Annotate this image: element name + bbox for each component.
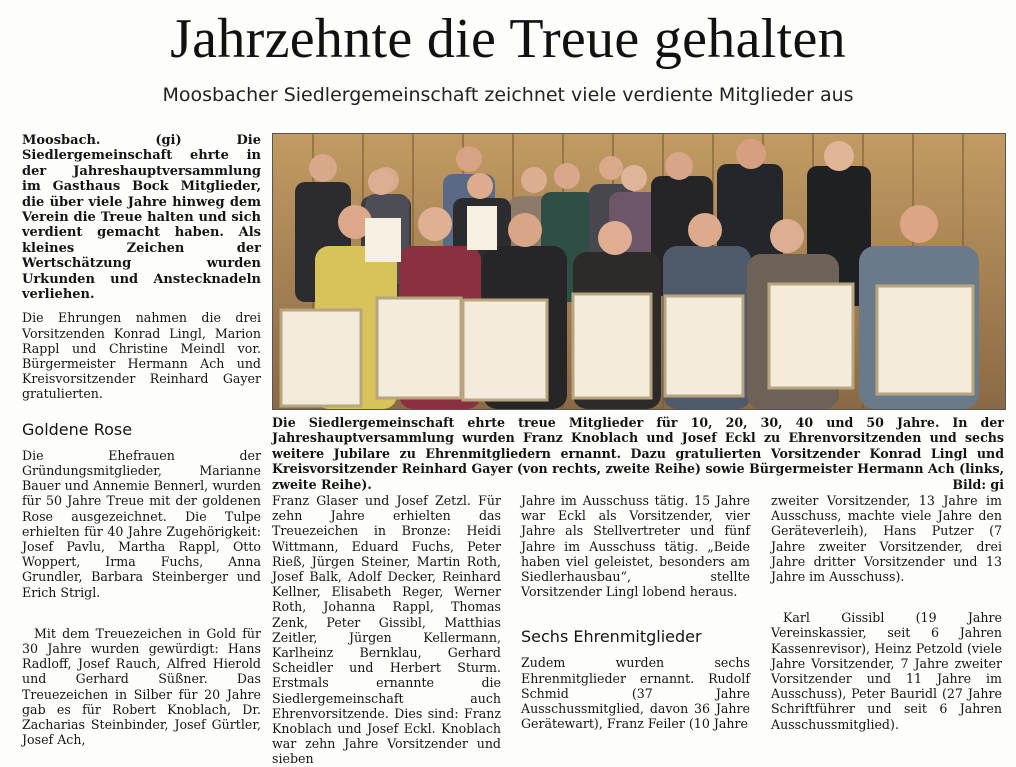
body-paragraph: Die Ehrungen nahmen die drei Vorsitzenden Konrad Lingl, Marion Rappl und Christine Meindl vor. Bürgermeister Hermann Ach und Kreisvorsitzender Reinhard Gayer gratulierten.	[22, 310, 261, 402]
photo-caption-text: Die Siedlergemeinschaft ehrte treue Mitglieder für 10, 20, 30, 40 und 50 Jahre. In der Jahreshauptversammlung wurden Franz Knoblach und Josef Eckl zu Ehrenvorsitzenden und sechs weitere Jubilare zu Ehrenmitgliedern ernannt. Dazu gratulierten Vorsitzender Konrad Lingl und Kreisvorsitzender Reinhard Gayer (von rechts, zweite Reihe) sowie Bürgermeister Hermann Ach (links, zweite Reihe).	[272, 415, 1004, 492]
body-paragraph: Jahre im Ausschuss tätig. 15 Jahre war Eckl als Vorsitzender, vier Jahre als Stellvertreter und fünf Jahre im Ausschuss tätig. „Beide haben viel geleistet, besonders am Siedlerhausbau“, stellte Vorsitzender Lingl lobend heraus.	[521, 493, 750, 600]
body-paragraph: Karl Gissibl (19 Jahre Vereinskassier, seit 6 Jahren Kassenrevisor), Heinz Petzold (viele Jahre Vorsitzender, 7 Jahre zweiter Vorsitzender und 11 Jahre im Ausschuss), Peter Bauridl (27 Jahre Schriftführer und seit 6 Jahren Ausschussmitglied).	[771, 610, 1002, 732]
article-headline: Jahrzehnte die Treue gehalten	[170, 8, 846, 70]
article-column-3	[521, 493, 750, 731]
photo-credit: Bild: gi	[952, 476, 1004, 492]
photo-caption	[272, 415, 1004, 492]
article-column-4	[771, 493, 1002, 732]
section-heading-ehrenmitglieder: Sechs Ehrenmitglieder	[521, 627, 702, 647]
article-column-1	[22, 133, 261, 747]
body-paragraph: Franz Glaser und Josef Zetzl. Für zehn Jahre erhielten das Treuezeichen in Bronze: Heidi Wittmann, Eduard Fuchs, Peter Rieß, Jürgen Steiner, Martin Roth, Josef Balk, Adolf Decker, Reinhard Kellner, Elisabeth Reger, Werner Roth, Johanna Rappl, Thomas Zenk, Peter Gissibl, Matthias Zeitler, Jürgen Kellermann, Karlheinz Bernklau, Gerhard Scheidler und Herbert Sturm. Erstmals ernannte die Siedlergemeinschaft auch Ehrenvorsitzende. Dies sind: Franz Knoblach und Josef Eckl. Knoblach war zehn Jahre Vorsitzender und sieben	[272, 493, 501, 767]
section-heading-goldene-rose: Goldene Rose	[22, 419, 133, 439]
body-paragraph: Mit dem Treuezeichen in Gold für 30 Jahre wurden gewürdigt: Hans Radloff, Josef Rauch, Alfred Hierold und Gerhard Süßner. Das Treuezeichen in Silber für 20 Jahre gab es für Robert Knoblach, Dr. Zacharias Steinbinder, Josef Gürtler, Josef Ach,	[22, 625, 261, 748]
body-paragraph: zweiter Vorsitzender, 13 Jahre im Ausschuss, machte viele Jahre den Geräteverleih), Hans Putzer (7 Jahre zweiter Vorsitzender, drei Jahre dritter Vorsitzender und 13 Jahre im Ausschuss).	[771, 493, 1002, 585]
group-photo	[272, 133, 1006, 410]
group-photo-illustration	[273, 134, 1005, 409]
body-paragraph: Die Ehefrauen der Gründungsmitglieder, Marianne Bauer und Annemie Bennerl, wurden für 50 Jahre Treue mit der goldenen Rose ausgezeichnet. Die Tulpe erhielten für 40 Jahre Zugehörigkeit: Josef Pavlu, Martha Rappl, Otto Woppert, Irma Fuchs, Anna Grundler, Barbara Steinberger und Erich Strigl.	[22, 447, 261, 600]
body-paragraph: Zudem wurden sechs Ehrenmitglieder ernannt. Rudolf Schmid (37 Jahre Ausschussmitglied, davon 36 Jahre Gerätewart), Franz Feiler (10 Jahre	[521, 655, 750, 732]
article-column-2	[272, 493, 501, 767]
article-subheadline: Moosbacher Siedlergemeinschaft zeichnet viele verdiente Mitglieder aus	[162, 84, 854, 106]
lead-paragraph: Moosbach. (gi) Die Siedlergemeinschaft ehrte in der Jahreshauptversammlung im Gasthaus Bock Mitglieder, die über viele Jahre hinweg dem Verein die Treue halten und sich verdient gemacht haben. Als kleines Zeichen der Wertschätzung wurden Urkunden und Anstecknadeln verliehen.	[22, 133, 261, 303]
